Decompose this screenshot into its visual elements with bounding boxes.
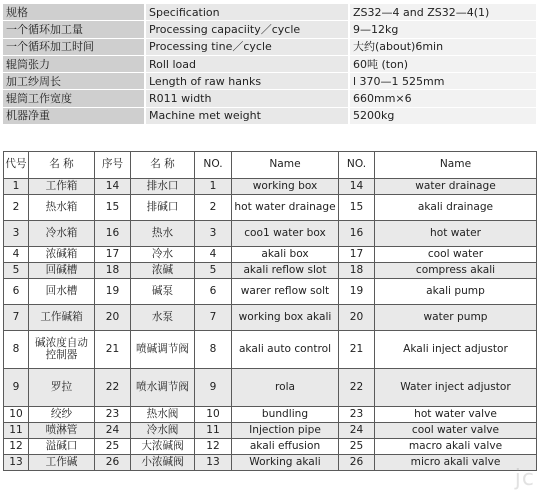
spec-value: l 370—1 525mm [349,73,536,90]
table-cell: 回水槽 [29,279,95,305]
table-cell: 浓碱箱 [29,247,95,263]
table-cell: 5 [195,263,232,279]
column-header: Name [232,152,339,179]
column-header: 名 称 [29,152,95,179]
table-cell: hot water [375,221,537,247]
table-cell: 26 [95,455,131,471]
table-cell: 冷水 [131,247,195,263]
column-header: 序号 [95,152,131,179]
table-cell: 20 [339,305,375,331]
table-cell: 冷水箱 [29,221,95,247]
table-cell: 4 [4,247,29,263]
spec-value: 60吨 (ton) [349,55,536,72]
spec-label-cn: 辊筒工作宽度 [3,90,145,107]
table-cell: bundling [232,407,339,423]
table-cell: 工作碱箱 [29,305,95,331]
table-cell: 3 [195,221,232,247]
table-cell: 18 [95,263,131,279]
spec-label-en: Length of raw hanks [145,73,349,90]
table-cell: 12 [4,439,29,455]
table-cell: 8 [195,331,232,369]
table-cell: 10 [195,407,232,423]
spec-label-cn: 辊筒张力 [3,55,145,72]
specification-table [3,4,536,125]
parts-table [3,151,537,471]
table-cell: 绞纱 [29,407,95,423]
table-cell: 22 [95,369,131,407]
table-cell: 17 [339,247,375,263]
table-cell: 25 [95,439,131,455]
table-row [4,179,537,195]
spec-label-en: R011 width [145,90,349,107]
table-cell: 2 [195,195,232,221]
table-row [4,195,537,221]
table-cell: 20 [95,305,131,331]
table-cell: 12 [195,439,232,455]
table-cell: 工作箱 [29,179,95,195]
table-cell: akali drainage [375,195,537,221]
spec-value: 660mm×6 [349,90,536,107]
table-cell: 16 [95,221,131,247]
table-cell: 17 [95,247,131,263]
table-cell: 26 [339,455,375,471]
table-cell: 14 [339,179,375,195]
table-cell: rola [232,369,339,407]
table-cell: 1 [4,179,29,195]
column-header: NO. [195,152,232,179]
table-row [4,423,537,439]
table-cell: 8 [4,331,29,369]
table-row [4,247,537,263]
table-cell: 喷淋管 [29,423,95,439]
table-cell: water drainage [375,179,537,195]
table-cell: 7 [4,305,29,331]
table-row [4,407,537,423]
table-cell: Water inject adjustor [375,369,537,407]
table-cell: 21 [95,331,131,369]
table-cell: 小浓碱阀 [131,455,195,471]
table-cell: working box akali [232,305,339,331]
spec-label-en: Processing capaciity／cycle [145,21,349,38]
table-cell: 11 [4,423,29,439]
column-header: 代号 [4,152,29,179]
table-cell: 罗拉 [29,369,95,407]
table-cell: 4 [195,247,232,263]
table-cell: 13 [195,455,232,471]
table-cell: 排水口 [131,179,195,195]
table-cell: 溢碱口 [29,439,95,455]
spec-label-cn: 规格 [3,4,145,21]
table-cell: 2 [4,195,29,221]
table-cell: water pump [375,305,537,331]
table-row [4,305,537,331]
watermark-logo: jc [514,466,535,491]
table-cell: hot water drainage [232,195,339,221]
spec-value: 大约(about)6min [349,38,536,55]
table-cell: working box [232,179,339,195]
table-cell: 19 [95,279,131,305]
table-cell: 大浓碱阀 [131,439,195,455]
column-header: Name [375,152,537,179]
spec-label-en: Machine met weight [145,107,349,124]
table-cell: akali box [232,247,339,263]
table-cell: cool water [375,247,537,263]
table-cell: 排碱口 [131,195,195,221]
table-cell: coo1 water box [232,221,339,247]
table-cell: 5 [4,263,29,279]
table-cell: 16 [339,221,375,247]
table-cell: 6 [4,279,29,305]
table-cell: 热水阀 [131,407,195,423]
spec-label-cn: 一个循环加工量 [3,21,145,38]
column-header: 名 称 [131,152,195,179]
spec-row [3,107,536,124]
table-cell: 24 [339,423,375,439]
spec-label-cn: 一个循环加工时间 [3,38,145,55]
table-cell: 10 [4,407,29,423]
table-cell: 9 [195,369,232,407]
table-cell: 水泵 [131,305,195,331]
table-cell: 11 [195,423,232,439]
spec-row [3,21,536,38]
table-cell: akali effusion [232,439,339,455]
table-cell: akali reflow slot [232,263,339,279]
table-cell: Working akali [232,455,339,471]
table-cell: 19 [339,279,375,305]
spec-label-en: Specification [145,4,349,21]
table-cell: 浓碱 [131,263,195,279]
table-cell: 工作碱 [29,455,95,471]
table-row [4,331,537,369]
table-row [4,221,537,247]
table-cell: 13 [4,455,29,471]
table-cell: 冷水阀 [131,423,195,439]
table-row [4,279,537,305]
spec-row [3,4,536,21]
table-cell: 14 [95,179,131,195]
table-cell: micro akali valve [375,455,537,471]
table-cell: 15 [95,195,131,221]
table-cell: 25 [339,439,375,455]
spec-label-en: Roll load [145,55,349,72]
table-cell: 23 [95,407,131,423]
table-row [4,439,537,455]
table-cell: 3 [4,221,29,247]
table-cell: macro akali valve [375,439,537,455]
table-cell: akali auto control [232,331,339,369]
table-cell: 15 [339,195,375,221]
spec-row [3,73,536,90]
table-cell: 23 [339,407,375,423]
table-cell: 回碱槽 [29,263,95,279]
table-cell: akali pump [375,279,537,305]
table-row [4,369,537,407]
table-cell: 1 [195,179,232,195]
table-cell: 6 [195,279,232,305]
table-cell: Injection pipe [232,423,339,439]
spec-value: ZS32—4 and ZS32—4(1) [349,4,536,21]
spec-label-en: Processing tine／cycle [145,38,349,55]
spec-row [3,55,536,72]
table-cell: 碱浓度自动控制器 [29,331,95,369]
table-cell: compress akali [375,263,537,279]
table-cell: 喷碱调节阀 [131,331,195,369]
spec-row [3,90,536,107]
table-cell: 22 [339,369,375,407]
table-cell: 7 [195,305,232,331]
table-cell: 热水箱 [29,195,95,221]
spec-label-cn: 机器净重 [3,107,145,124]
table-cell: hot water valve [375,407,537,423]
table-cell: 热水 [131,221,195,247]
table-cell: 24 [95,423,131,439]
table-cell: warer reflow solt [232,279,339,305]
table-row [4,455,537,471]
table-cell: 9 [4,369,29,407]
table-row [4,263,537,279]
table-cell: cool water valve [375,423,537,439]
spec-row [3,38,536,55]
spec-label-cn: 加工纱周长 [3,73,145,90]
table-cell: 喷水调节阀 [131,369,195,407]
table-cell: Akali inject adjustor [375,331,537,369]
table-cell: 21 [339,331,375,369]
table-cell: 18 [339,263,375,279]
column-header: NO. [339,152,375,179]
spec-value: 5200kg [349,107,536,124]
table-cell: 碱泵 [131,279,195,305]
spec-value: 9—12kg [349,21,536,38]
